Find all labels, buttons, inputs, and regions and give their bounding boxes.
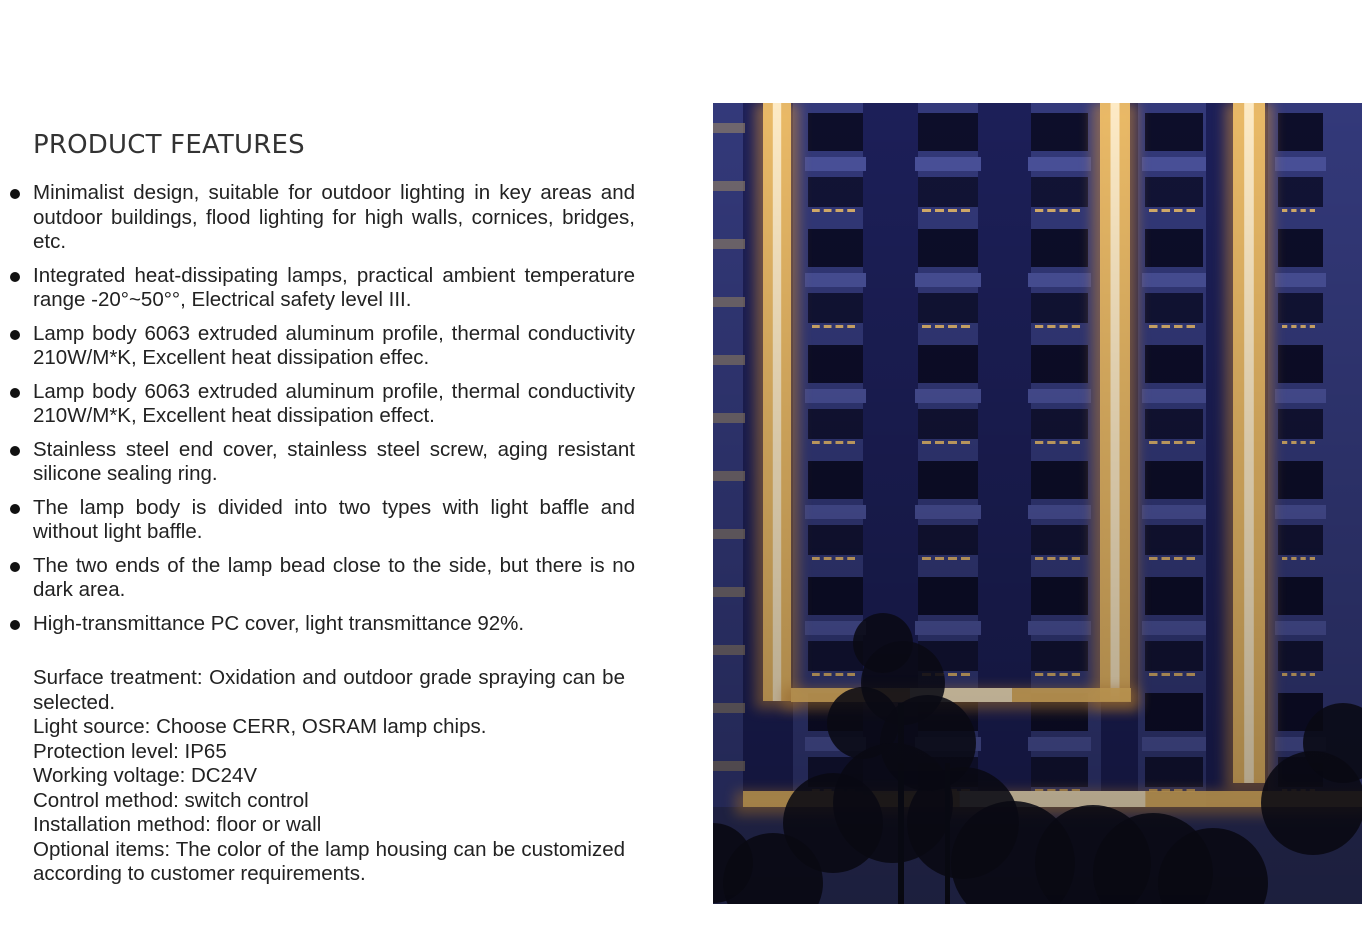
- feature-text: Stainless steel end cover, stainless steel screw, aging resistant silicone sealing ring.: [33, 437, 635, 485]
- page-title: PRODUCT FEATURES: [33, 130, 305, 160]
- feature-text: Lamp body 6063 extruded aluminum profile, thermal conductivity 210W/M*K, Excellent heat dissipation effect.: [33, 379, 635, 427]
- spec-installation-method: Installation method: floor or wall: [33, 813, 322, 836]
- spec-surface-treatment: Surface treatment: Oxidation and outdoor grade spraying can be selected.: [33, 666, 625, 714]
- feature-item: [33, 612, 635, 637]
- bullet-icon: [10, 189, 20, 199]
- spec-list: [33, 666, 625, 887]
- feature-item: [33, 438, 635, 487]
- bullet-icon: [10, 330, 20, 340]
- feature-item: [33, 264, 635, 313]
- bullet-icon: [10, 446, 20, 456]
- bullet-icon: [10, 388, 20, 398]
- feature-list: [33, 181, 635, 645]
- spec-control-method: Control method: switch control: [33, 788, 309, 812]
- spec-working-voltage: Working voltage: DC24V: [33, 764, 258, 787]
- bullet-icon: [10, 562, 20, 572]
- feature-text: The lamp body is divided into two types with light baffle and without light baffle.: [33, 495, 635, 543]
- spec-protection-level: Protection level: IP65: [33, 739, 227, 763]
- feature-text: Lamp body 6063 extruded aluminum profile, thermal conductivity 210W/M*K, Excellent heat dissipation effec.: [33, 321, 635, 369]
- feature-item: [33, 554, 635, 603]
- feature-item: [33, 496, 635, 545]
- feature-text: High-transmittance PC cover, light transmittance 92%.: [33, 611, 525, 635]
- spec-optional-items: Optional items: The color of the lamp housing can be customized according to customer requirements.: [33, 837, 625, 885]
- feature-item: [33, 322, 635, 371]
- bullet-icon: [10, 272, 20, 282]
- feature-item: [33, 181, 635, 255]
- building-facade-illustration: [713, 103, 1362, 904]
- feature-text: Minimalist design, suitable for outdoor lighting in key areas and outdoor buildings, flood lighting for high walls, cornices, bridges, etc.: [33, 181, 635, 253]
- feature-text: Integrated heat-dissipating lamps, practical ambient temperature range -20°~50°°, Electrical safety level III.: [33, 263, 635, 311]
- bullet-icon: [10, 620, 20, 630]
- feature-text: The two ends of the lamp bead close to the side, but there is no dark area.: [33, 553, 635, 601]
- spec-light-source: Light source: Choose CERR, OSRAM lamp chips.: [33, 715, 487, 738]
- product-application-photo: [713, 103, 1362, 904]
- feature-item: [33, 380, 635, 429]
- bullet-icon: [10, 504, 20, 514]
